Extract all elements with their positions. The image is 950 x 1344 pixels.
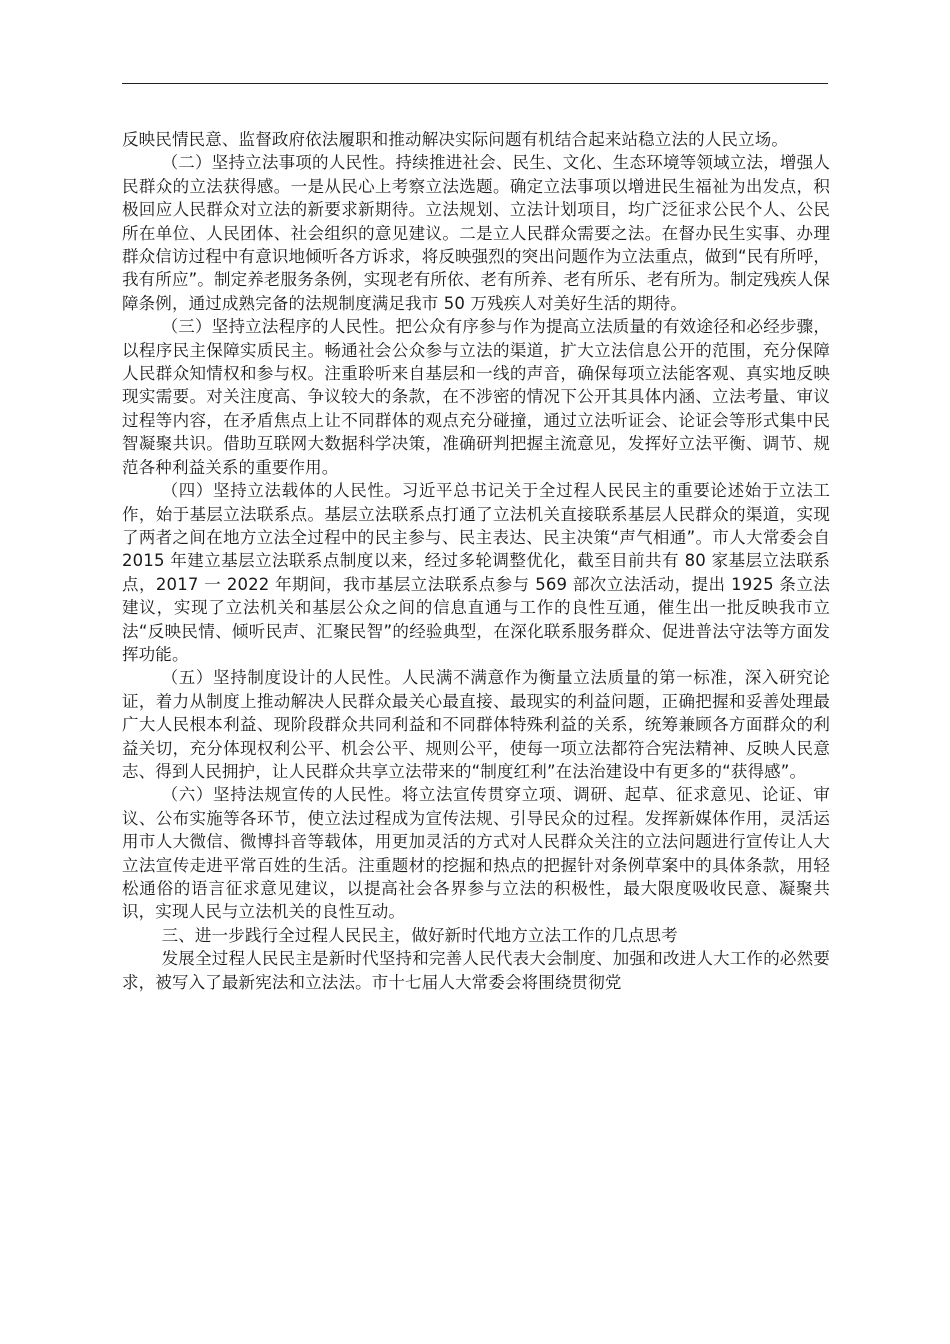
paragraph-system-design: （五）坚持制度设计的人民性。人民满不满意作为衡量立法质量的第一标准，深入研究论证，着力从制度上推动解决人民群众最关心最直接、最现实的利益问题，正确把握和妥善处理最广大人民根本利益、现阶段群众共同利益和不同群体特殊利益的关系，统筹兼顾各方面群众的利益关切，充分体现权利公平、机会公平、规则公平，使每一项立法都符合宪法精神、反映人民意志、得到人民拥护，让人民群众共享立法带来的“制度红利”在法治建设中有更多的“获得感”。 — [122, 668, 830, 781]
paragraph-publicity: （六）坚持法规宣传的人民性。将立法宣传贯穿立项、调研、起草、征求意见、论证、审议、公布实施等各环节，使立法过程成为宣传法规、引导民众的过程。发挥新媒体作用，灵活运用市人大微信、微博抖音等载体，用更加灵活的方式对人民群众关注的立法问题进行宣传让人大立法宣传走进平常百姓的生活。注重题材的挖掘和热点的把握针对条例草案中的具体条款，用轻松通俗的语言征求意见建议，以提高社会各界参与立法的积极性，最大限度吸收民意、凝聚共识，实现人民与立法机关的良性互动。 — [122, 785, 830, 922]
section-heading-three: 三、进一步践行全过程人民民主，做好新时代地方立法工作的几点思考 — [161, 925, 678, 945]
paragraph-legislative-carrier: （四）坚持立法载体的人民性。习近平总书记关于全过程人民民主的重要论述始于立法工作，始于基层立法联系点。基层立法联系点打通了立法机关直接联系基层人民群众的渠道，实现了两者之间在地方立法全过程中的民主参与、民主表达、民主决策“声气相通”。市人大常委会自 2015 年建立基层立法联系点制度以来，经过多轮调整优化，截至目前共有 80 家基层立法联系点，2017 一 2022 年期间，我市基层立法联系点参与 569 部次立法活动，提出 1925 条立法建议，实现了立法机关和基层公众之间的信息直通与工作的良性互通，催生出一批反映我市立法“反映民情、倾听民声、汇聚民智”的经验典型，在深化联系服务群众、促进普法守法等方面发挥功能。 — [122, 481, 830, 664]
paragraph-legislative-procedure: （三）坚持立法程序的人民性。把公众有序参与作为提高立法质量的有效途径和必经步骤，以程序民主保障实质民主。畅通社会公众参与立法的渠道，扩大立法信息公开的范围，充分保障人民群众知情权和参与权。注重聆听来自基层和一线的声音，确保每项立法能客观、真实地反映现实需要。对关注度高、争议较大的条款，在不涉密的情况下公开其具体内涵、立法考量、审议过程等内容，在矛盾焦点上让不同群体的观点充分碰撞，通过立法听证会、论证会等形式集中民智凝聚共识。借助互联网大数据科学决策，准确研判把握主流意见，发挥好立法平衡、调节、规范各种利益关系的重要作用。 — [122, 317, 830, 477]
paragraph-legislative-matters: （二）坚持立法事项的人民性。持续推进社会、民生、文化、生态环境等领域立法，增强人民群众的立法获得感。一是从民心上考察立法选题。确定立法事项以增进民生福祉为出发点，积极回应人民群众对立法的新要求新期待。立法规划、立法计划项目，均广泛征求公民个人、公民所在单位、人民团体、社会组织的意见建议。二是立人民群众需要之法。在督办民生实事、办理群众信访过程中有意识地倾听各方诉求，将反映强烈的突出问题作为立法重点，做到“民有所呼，我有所应”。制定养老服务条例，实现老有所依、老有所养、老有所乐、老有所为。制定残疾人保障条例，通过成熟完备的法规制度满足我市 50 万残疾人对美好生活的期待。 — [122, 153, 830, 313]
document-body — [122, 128, 830, 994]
paragraph-section-three-intro: 发展全过程人民民主是新时代坚持和完善人民代表大会制度、加强和改进人大工作的必然要求，被写入了最新宪法和立法法。市十七届人大常委会将围绕贯彻党 — [122, 949, 830, 992]
paragraph-continuation: 反映民情民意、监督政府依法履职和推动解决实际问题有机结合起来站稳立法的人民立场。 — [122, 130, 788, 149]
header-rule — [122, 83, 828, 84]
